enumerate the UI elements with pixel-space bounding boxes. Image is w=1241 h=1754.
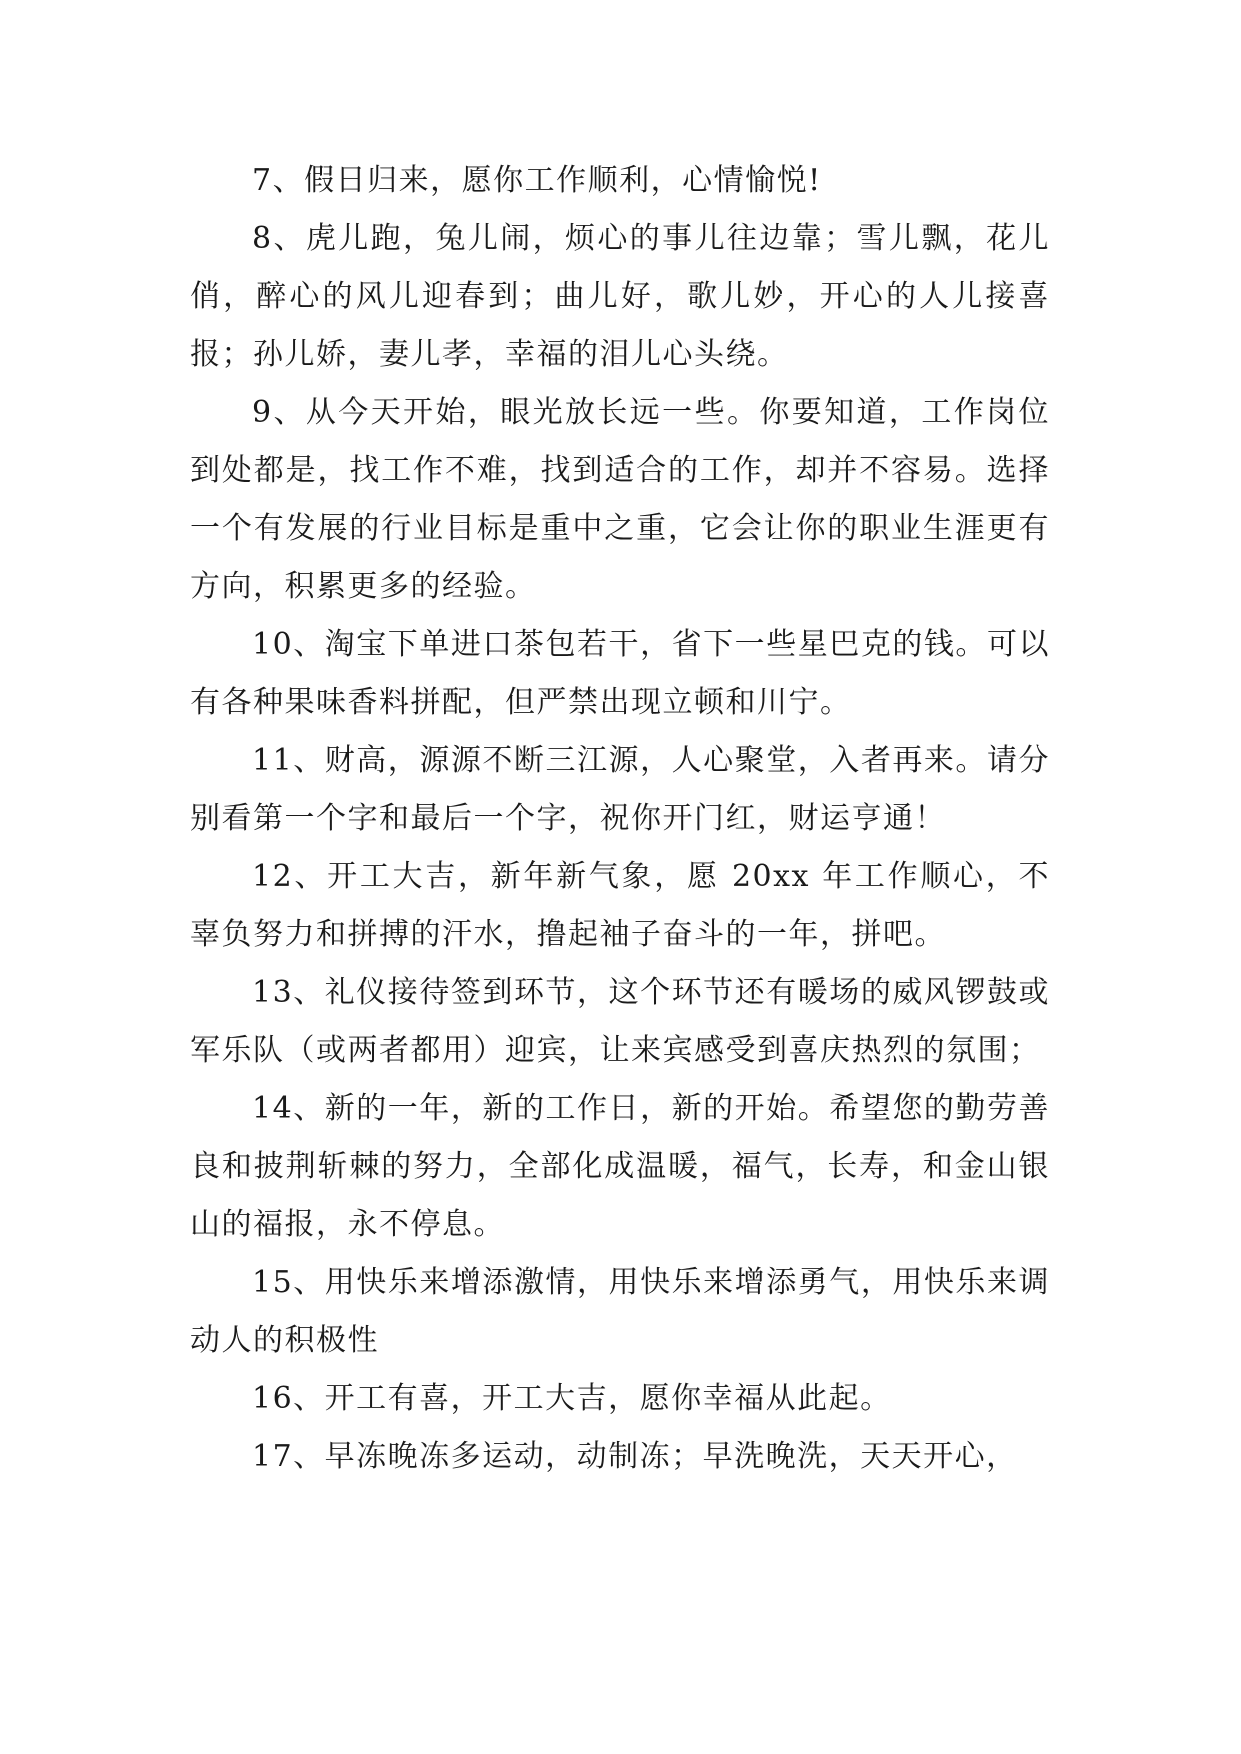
paragraph-16: 16、开工有喜，开工大吉，愿你幸福从此起。 xyxy=(252,1381,892,1416)
paragraph-9: 9、从今天开始，眼光放长远一些。你要知道，工作岗位到处都是，找工作不难，找到适合的工作，却并不容易。选择一个有发展的行业目标是重中之重，它会让你的职业生涯更有方向，积累更多的经验。 xyxy=(190,395,1050,604)
paragraph-10: 10、淘宝下单进口茶包若干，省下一些星巴克的钱。可以有各种果味香料拼配，但严禁出现立顿和川宁。 xyxy=(190,627,1050,720)
paragraph-7: 7、假日归来，愿你工作顺利，心情愉悦! xyxy=(252,163,822,198)
paragraph-14: 14、新的一年，新的工作日，新的开始。希望您的勤劳善良和披荆斩棘的努力，全部化成温暖，福气，长寿，和金山银山的福报，永不停息。 xyxy=(190,1091,1050,1242)
paragraph-13: 13、礼仪接待签到环节，这个环节还有暖场的威风锣鼓或军乐队（或两者都用）迎宾，让来宾感受到喜庆热烈的氛围； xyxy=(190,975,1050,1068)
paragraph-11: 11、财高，源源不断三江源，人心聚堂，入者再来。请分别看第一个字和最后一个字，祝你开门红，财运亨通！ xyxy=(190,743,1050,836)
document-body xyxy=(190,152,1050,1486)
paragraph-15: 15、用快乐来增添激情，用快乐来增添勇气，用快乐来调动人的积极性 xyxy=(190,1265,1050,1358)
paragraph-12: 12、开工大吉，新年新气象，愿 20xx 年工作顺心，不辜负努力和拼搏的汗水，撸起袖子奋斗的一年，拼吧。 xyxy=(190,859,1050,952)
paragraph-8: 8、虎儿跑，兔儿闹，烦心的事儿往边靠；雪儿飘，花儿俏，醉心的风儿迎春到；曲儿好，歌儿妙，开心的人儿接喜报；孙儿娇，妻儿孝，幸福的泪儿心头绕。 xyxy=(190,221,1050,372)
paragraph-17: 17、早冻晚冻多运动，动制冻；早洗晚洗，天天开心， xyxy=(252,1439,1018,1474)
